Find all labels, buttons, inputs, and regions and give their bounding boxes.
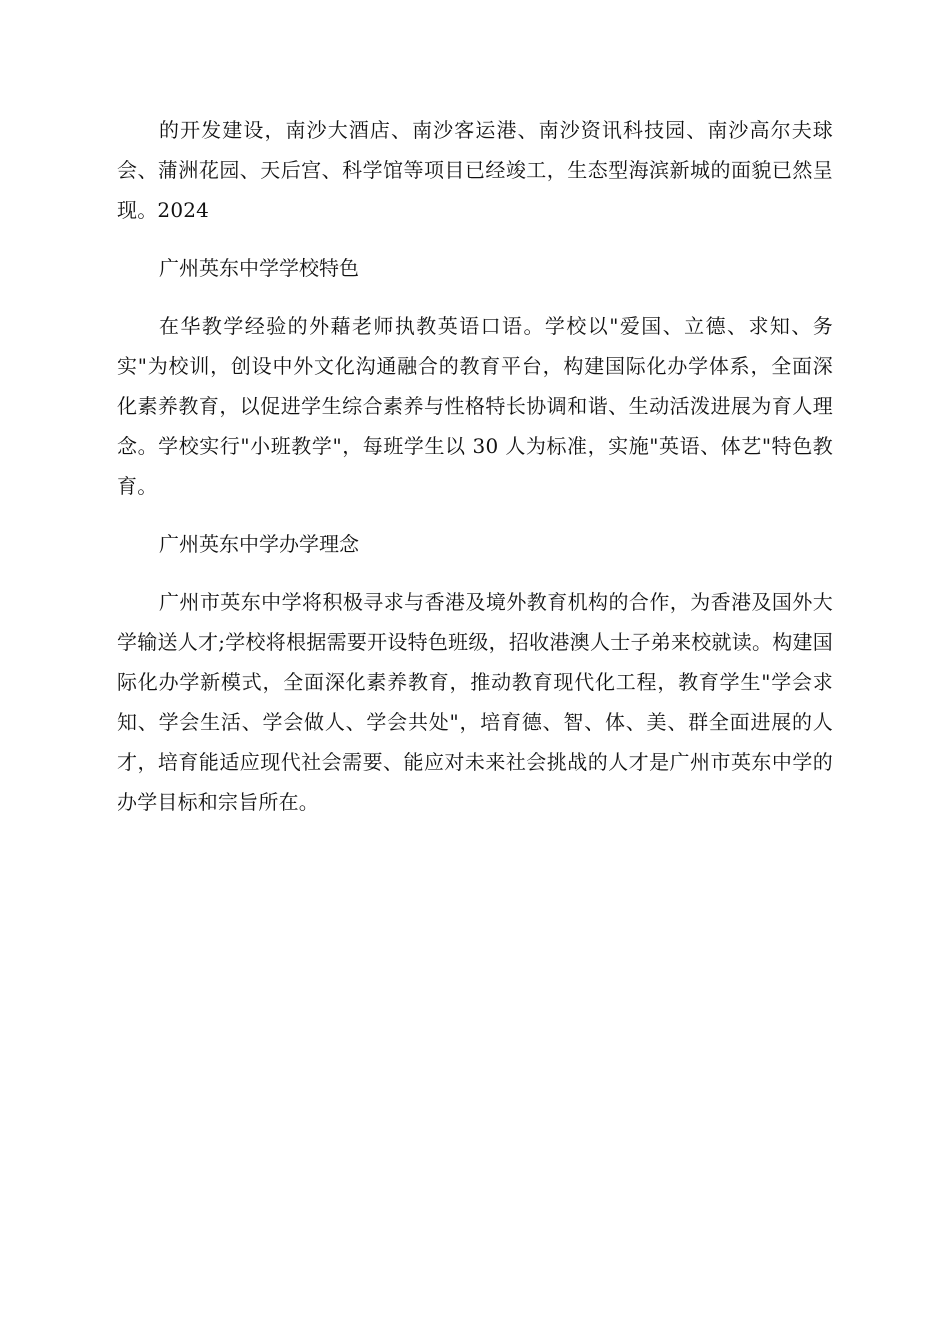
section-heading-features: 广州英东中学学校特色 [159,256,359,280]
paragraph-philosophy: 广州市英东中学将积极寻求与香港及境外教育机构的合作，为香港及国外大学输送人才;学校将根据需要开设特色班级，招收港澳人士子弟来校就读。构建国际化办学新模式，全面深化素养教育，推动教育现代化工程，教育学生"学会求知、学会生活、学会做人、学会共处"，培育德、智、体、美、群全面进展的人才，培育能适应现代社会需要、能应对未来社会挑战的人才是广州市英东中学的办学目标和宗旨所在。 [117,590,833,814]
paragraph-features: 在华教学经验的外藉老师执教英语口语。学校以"爱国、立德、求知、务实"为校训，创设中外文化沟通融合的教育平台，构建国际化办学体系，全面深化素养教育，以促进学生综合素养与性格特长协调和谐、生动活泼进展为育人理念。学校实行"小班教学"，每班学生以 30 人为标准，实施"英语、体艺"特色教育。 [117,314,833,498]
section-heading-philosophy: 广州英东中学办学理念 [159,532,359,556]
document-body [117,110,833,840]
paragraph-intro: 的开发建设，南沙大酒店、南沙客运港、南沙资讯科技园、南沙高尔夫球会、蒲洲花园、天后宫、科学馆等项目已经竣工，生态型海滨新城的面貌已然呈现。2024 [117,118,833,222]
